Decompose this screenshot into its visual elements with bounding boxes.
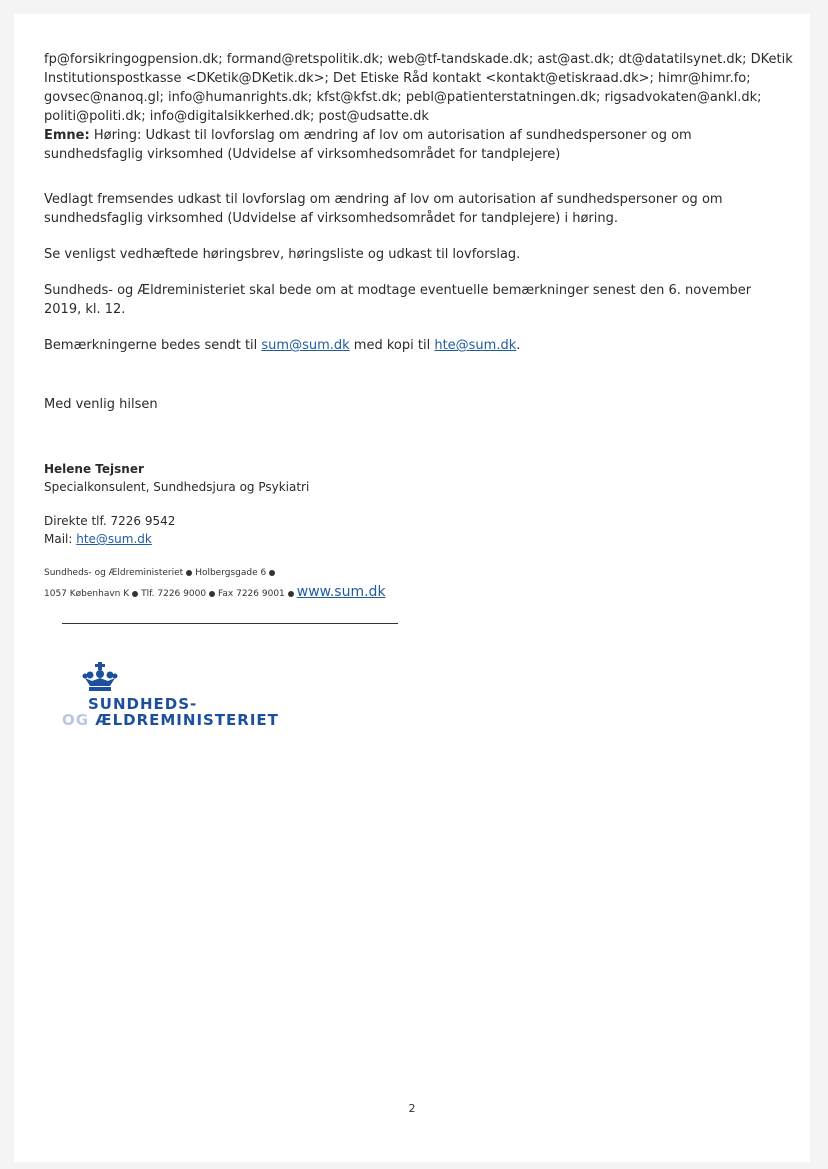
p4-text-middle: med kopi til <box>349 338 435 353</box>
subject-label: Emne: <box>44 128 90 143</box>
logo-ministry-text: ÆLDREMINISTERIET <box>95 711 279 729</box>
website-link[interactable]: www.sum.dk <box>296 584 386 600</box>
recipient-line: Institutionspostkasse <DKetik@DKetik.dk>; Det Etiske Råd kontakt <kontakt@etiskraad.dk>; himr@himr.fo; <box>44 71 751 86</box>
contact-block <box>44 512 774 548</box>
mail-label: Mail: <box>44 532 77 546</box>
ministry-logo <box>62 662 292 732</box>
email-subject <box>44 126 774 164</box>
mail-line <box>44 530 774 548</box>
postal-city: 1057 København K <box>44 589 130 599</box>
recipient-line: politi@politi.dk; info@digitalsikkerhed.dk; post@udsatte.dk <box>44 109 429 124</box>
logo-og-text: OG <box>62 711 96 729</box>
crown-icon <box>82 662 118 692</box>
body-paragraph-2: Se venligst vedhæftede høringsbrev, høringsliste og udkast til lovforslag. <box>44 247 521 262</box>
signature-title: Specialkonsulent, Sundhedsjura og Psykiatri <box>44 480 310 494</box>
address-line-2 <box>44 583 774 604</box>
p4-text-after: . <box>516 338 521 353</box>
bullet-icon <box>186 570 192 576</box>
ministry-name: Sundheds- og Ældreministeriet <box>44 568 184 578</box>
hte-email-link[interactable]: hte@sum.dk <box>434 338 517 353</box>
phone-number: Direkte tlf. 7226 9542 <box>44 514 176 528</box>
bullet-icon <box>288 591 294 597</box>
logo-text-line-2 <box>62 711 279 729</box>
ministry-address <box>44 564 774 604</box>
bullet-icon <box>269 570 275 576</box>
ministry-phone: Tlf. 7226 9000 <box>141 589 207 599</box>
body-paragraph-3: Sundheds- og Ældreministeriet skal bede om at modtage eventuelle bemærkninger senest den 6. november 2019, kl. 12. <box>44 283 752 317</box>
signature-name: Helene Tejsner <box>44 462 144 476</box>
p4-text-before: Bemærkningerne bedes sendt til <box>44 338 262 353</box>
letter-content <box>44 50 793 604</box>
recipient-line: govsec@nanoq.gl; info@humanrights.dk; kfst@kfst.dk; pebl@patienterstatningen.dk; rigsadvokaten@ankl.dk; <box>44 90 762 105</box>
ministry-fax: Fax 7226 9001 <box>218 589 285 599</box>
body-paragraph-1: Vedlagt fremsendes udkast til lovforslag om ændring af lov om autorisation af sundhedspersoner og om sundhedsfaglig virksomhed (Udvidelse af virksomhedsområdet for tandplejere) i høring. <box>44 192 723 226</box>
signature-email-link[interactable]: hte@sum.dk <box>76 532 152 546</box>
address-line-1 <box>44 564 774 583</box>
subject-text: Høring: Udkast til lovforslag om ændring af lov om autorisation af sundhedspersoner og om sundhedsfaglig virksomhed (Udvidelse af virksomhedsområdet for tandplejere) <box>44 128 692 162</box>
separator-line <box>62 623 398 624</box>
sum-email-link[interactable]: sum@sum.dk <box>261 338 350 353</box>
closing-greeting: Med venlig hilsen <box>44 397 158 412</box>
body-paragraph-4 <box>44 336 774 355</box>
recipient-list <box>44 50 793 126</box>
street-address: Holbergsgade 6 <box>195 568 267 578</box>
recipient-line: fp@forsikringogpension.dk; formand@retspolitik.dk; web@tf-tandskade.dk; ast@ast.dk; dt@datatilsynet.dk; DKetik <box>44 52 793 67</box>
logo-text-line-1: SUNDHEDS- <box>88 695 198 713</box>
page-number: 2 <box>408 1102 416 1115</box>
bullet-icon <box>209 591 215 597</box>
bullet-icon <box>132 591 138 597</box>
document-page <box>14 14 810 1162</box>
